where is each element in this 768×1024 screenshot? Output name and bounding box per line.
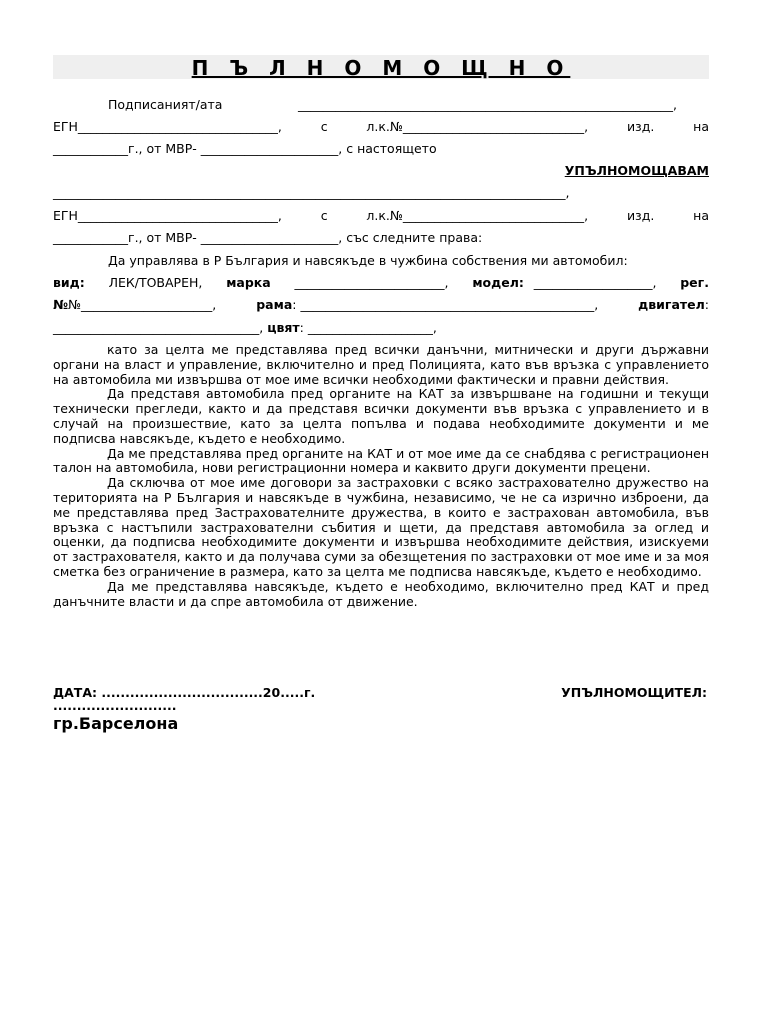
id-card-field: л.к.№_____________________________, (366, 119, 589, 134)
reg-no-prefix: № (53, 297, 69, 312)
marka-line: ________________________, (294, 275, 449, 290)
egn-field: ЕГН________________________________, (53, 208, 282, 223)
s-word: с (320, 208, 328, 223)
engine-line: _________________________________, (53, 320, 264, 335)
signature-label: УПЪЛНОМОЩИТЕЛ: (561, 685, 707, 700)
on-word: на (693, 119, 709, 134)
paragraph-2: Да представя автомобила пред органите на КАТ за извършване на годишни и текущи технически прегледи, както и да представя всички документи във връзка с управлението и в случай на произшествие, като за целта попълва и подава необходимите документи и ме подписва навсякъде, където е необходимо. (53, 386, 709, 446)
principal-id-row (53, 119, 709, 135)
signed-label: Подписаният/ата (108, 97, 223, 112)
engine-label: двигател (638, 297, 705, 312)
date-field: ДАТА: ..................................20.....г. (53, 685, 316, 700)
reg-no-line: №_____________________, (68, 297, 217, 312)
rama-field (256, 297, 598, 313)
reg-number-line (53, 297, 216, 313)
vehicle-row-3 (53, 320, 437, 336)
agent-date-line: ____________г., от МВР- ______________________, със следните права: (53, 230, 483, 245)
reg-label: рег. (680, 275, 709, 290)
engine-colon: : (704, 297, 709, 312)
authorize-heading: УПЪЛНОМОЩАВАМ (564, 163, 709, 178)
principal-date-line: ____________г., от МВР- ______________________, с настоящето (53, 141, 437, 156)
vid-label: вид: (53, 275, 85, 290)
agent-name-line: __________________________________________________________________________________, (53, 185, 570, 200)
city-label: гр.Барселона (53, 714, 179, 733)
body-text (53, 343, 709, 609)
rama-line: : _______________________________________________, (292, 297, 599, 312)
egn-field: ЕГН________________________________, (53, 119, 282, 134)
vehicle-row-2 (53, 297, 709, 313)
vid-value: ЛЕК/ТОВАРЕН, (108, 275, 203, 290)
agent-id-row (53, 208, 709, 224)
on-word: на (693, 208, 709, 223)
model-line: ___________________, (533, 275, 657, 290)
paragraph-4: Да сключва от мое име договори за застраховки с всяко застрахователно дружество на територията на Р България и навсякъде в чужбина, независимо, че не са изрично изброени, да ме представлява пред Застрахователните дружества, в които е застрахован автомобила, във връзка с настъпили застрахователни събития и щети, да представя автомобила за оглед и оценки, да подписва необходимите документи и извършва необходимите действия, изискуеми от застрахователя, както и да получава суми за обезщетения по застраховки от мое име и за моя сметка без ограничение в размера, като за целта ме подписва навсякъде, където е необходимо. (53, 475, 709, 579)
color-label: цвят (267, 320, 300, 335)
vehicle-intro: Да управлява в Р България и навсякъде в чужбина собствения ми автомобил: (108, 253, 628, 268)
paragraph-1: като за целта ме представлява пред всички данъчни, митнически и други държавни органи на власт и управление, включително и пред Полицията, като във връзка с управлението на автомобила ми извършва от мое име всички необходими фактически и правни действия. (53, 342, 709, 387)
color-line: : ____________________, (299, 320, 437, 335)
issued-word: изд. (626, 119, 655, 134)
paragraph-5: Да ме представлява навсякъде, където е необходимо, включително пред КАТ и пред данъчните власти и да спре автомобила от движение. (53, 578, 709, 609)
rama-label: рама (256, 297, 293, 312)
engine-field (638, 297, 709, 313)
signed-name-line: ____________________________________________________________, (298, 97, 677, 112)
id-card-field: л.к.№_____________________________, (366, 208, 589, 223)
marka-label: марка (226, 275, 271, 290)
model-label: модел: (472, 275, 524, 290)
page-title: П Ъ Л Н О М О Щ Н О (191, 56, 571, 80)
issued-word: изд. (626, 208, 655, 223)
s-word: с (320, 119, 328, 134)
signature-dots: .......................... (53, 698, 177, 713)
vehicle-row-1 (53, 275, 709, 291)
paragraph-3: Да ме представлява пред органите на КАТ и от мое име да се снабдява с регистрационен талон на автомобила, нови регистрационни номера и каквито други документи прецени. (53, 445, 709, 476)
